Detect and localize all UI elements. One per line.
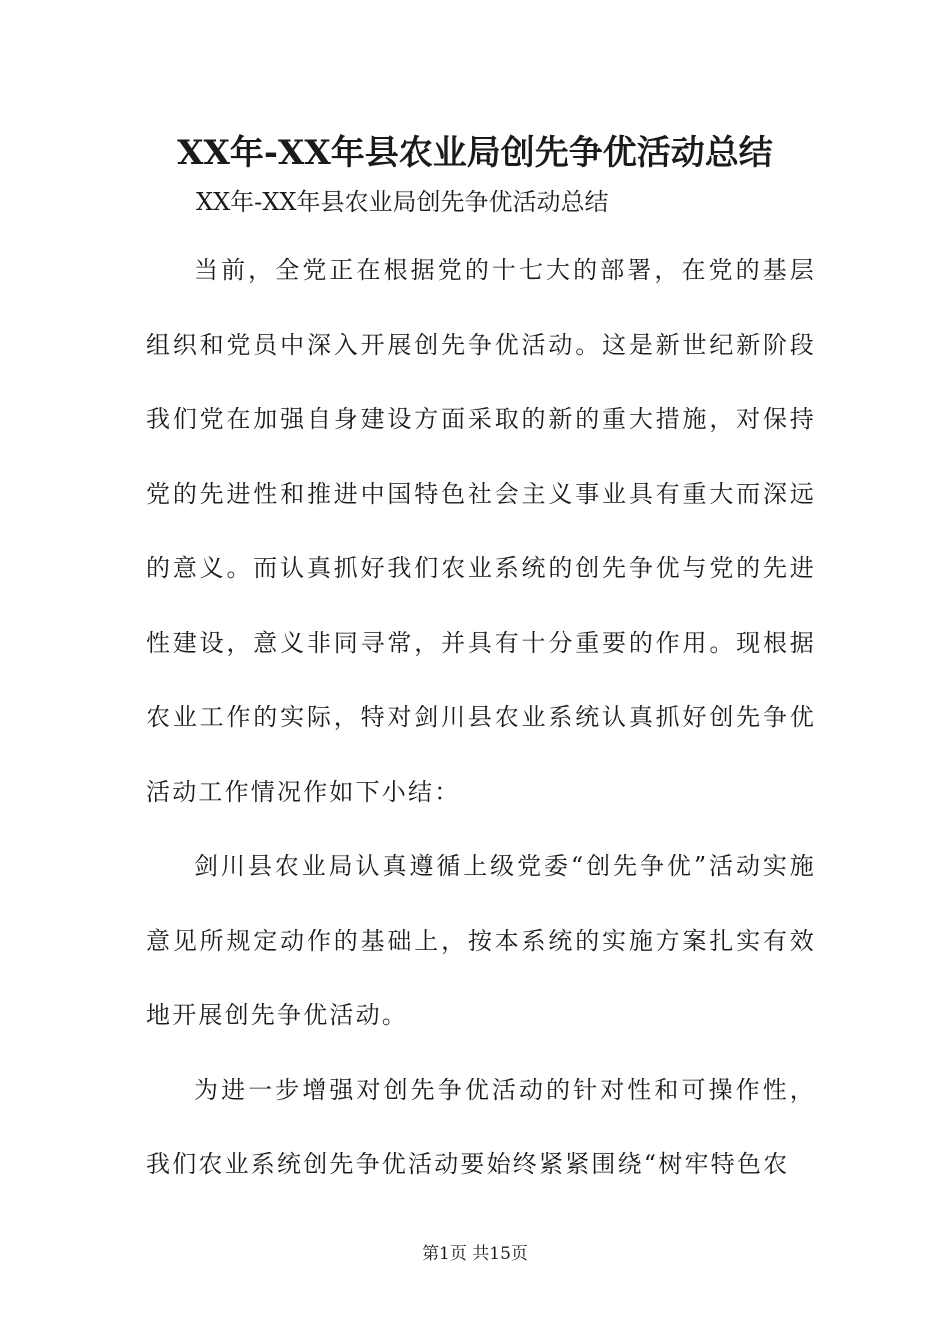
document-body — [146, 233, 816, 1202]
document-title: XX年-XX年县农业局创先争优活动总结 — [177, 133, 773, 173]
page-footer: 第1页 共15页 — [422, 1244, 528, 1264]
document-subtitle: XX年-XX年县农业局创先争优活动总结 — [196, 188, 609, 216]
paragraph-2: 剑川县农业局认真遵循上级党委“创先争优”活动实施意见所规定动作的基础上，按本系统的实施方案扎实有效地开展创先争优活动。 — [146, 852, 816, 1029]
paragraph-1: 当前，全党正在根据党的十七大的部署，在党的基层组织和党员中深入开展创先争优活动。这是新世纪新阶段我们党在加强自身建设方面采取的新的重大措施，对保持党的先进性和推进中国特色社会主义事业具有重大而深远的意义。而认真抓好我们农业系统的创先争优与党的先进性建设，意义非同寻常，并具有十分重要的作用。现根据农业工作的实际，特对剑川县农业系统认真抓好创先争优活动工作情况作如下小结： — [146, 256, 816, 806]
paragraph-3: 为进一步增强对创先争优活动的针对性和可操作性，我们农业系统创先争优活动要始终紧紧围绕“树牢特色农 — [146, 1075, 816, 1178]
